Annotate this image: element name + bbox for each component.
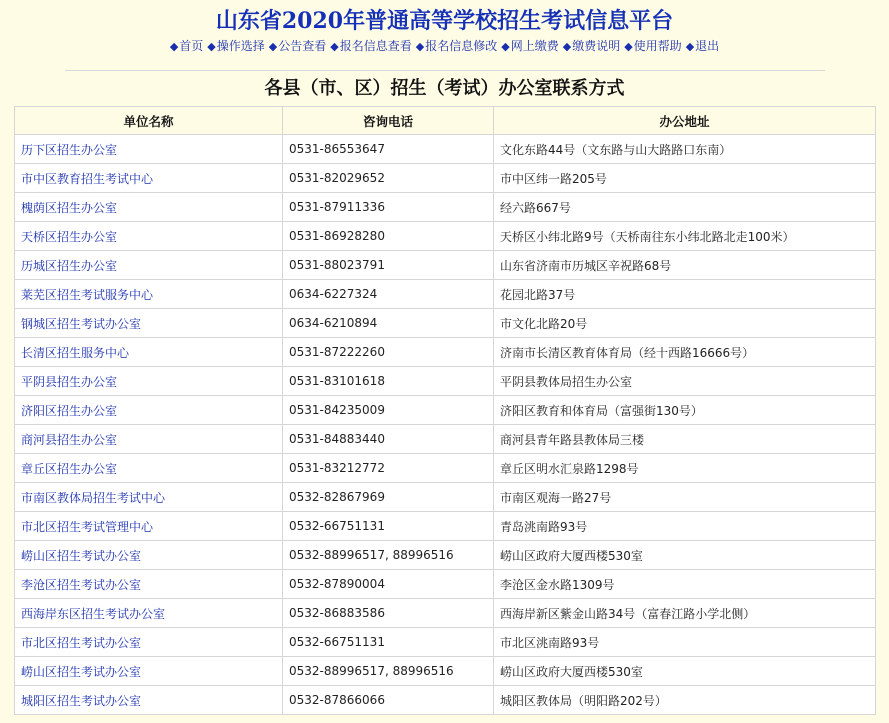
address-cell: 市文化北路20号 <box>494 309 876 338</box>
phone-cell: 0531-86928280 <box>283 222 494 251</box>
table-row <box>15 164 876 193</box>
address-cell: 平阴县教体局招生办公室 <box>494 367 876 396</box>
table-row <box>15 541 876 570</box>
address-cell: 市中区纬一路205号 <box>494 164 876 193</box>
unit-name-cell: 李沧区招生考试办公室 <box>15 570 283 599</box>
address-cell: 李沧区金水路1309号 <box>494 570 876 599</box>
diamond-bullet-icon: ◆ <box>330 40 339 53</box>
phone-cell: 0532-66751131 <box>283 628 494 657</box>
unit-name-cell: 崂山区招生考试办公室 <box>15 657 283 686</box>
address-cell: 市北区洮南路93号 <box>494 628 876 657</box>
diamond-bullet-icon: ◆ <box>169 40 179 53</box>
table-row <box>15 483 876 512</box>
unit-name-cell: 市北区招生考试管理中心 <box>15 512 283 541</box>
column-header-unit: 单位名称 <box>15 107 283 135</box>
nav-link-online-payment[interactable] <box>501 39 558 53</box>
unit-name-cell: 历下区招生办公室 <box>15 135 283 164</box>
table-row <box>15 599 876 628</box>
unit-name-cell: 莱芜区招生考试服务中心 <box>15 280 283 309</box>
nav-link-operation-select[interactable] <box>207 39 264 53</box>
table-row <box>15 280 876 309</box>
address-cell: 经六路667号 <box>494 193 876 222</box>
table-row <box>15 193 876 222</box>
address-cell: 青岛洮南路93号 <box>494 512 876 541</box>
unit-name-cell: 西海岸东区招生考试办公室 <box>15 599 283 628</box>
table-header-row <box>15 107 876 135</box>
nav-link-label: 公告查看 <box>278 39 327 53</box>
nav-link-label: 操作选择 <box>216 39 265 53</box>
diamond-bullet-icon: ◆ <box>685 40 695 53</box>
nav-link-registration-info-view[interactable] <box>330 39 411 53</box>
address-cell: 崂山区政府大厦西楼530室 <box>494 657 876 686</box>
nav-link-label: 缴费说明 <box>572 39 621 53</box>
phone-cell: 0532-82867969 <box>283 483 494 512</box>
address-cell: 天桥区小纬北路9号（天桥南往东小纬北路北走100米） <box>494 222 876 251</box>
unit-name-cell: 钢城区招生考试办公室 <box>15 309 283 338</box>
table-row <box>15 309 876 338</box>
nav-link-payment-instructions[interactable] <box>563 39 620 53</box>
phone-cell: 0532-87866066 <box>283 686 494 715</box>
nav-link-label: 报名信息修改 <box>425 39 498 53</box>
unit-name-cell: 城阳区招生考试办公室 <box>15 686 283 715</box>
table-row <box>15 628 876 657</box>
unit-name-cell: 市南区教体局招生考试中心 <box>15 483 283 512</box>
phone-cell: 0532-88996517, 88996516 <box>283 657 494 686</box>
diamond-bullet-icon: ◆ <box>207 40 216 53</box>
nav-link-usage-help[interactable] <box>624 39 681 53</box>
unit-name-cell: 崂山区招生考试办公室 <box>15 541 283 570</box>
unit-name-cell: 天桥区招生办公室 <box>15 222 283 251</box>
table-row <box>15 454 876 483</box>
phone-cell: 0634-6210894 <box>283 309 494 338</box>
address-cell: 文化东路44号（文东路与山大路路口东南） <box>494 135 876 164</box>
unit-name-cell: 槐荫区招生办公室 <box>15 193 283 222</box>
unit-name-cell: 市中区教育招生考试中心 <box>15 164 283 193</box>
nav-link-announcement-view[interactable] <box>269 39 326 53</box>
nav-link-registration-info-edit[interactable] <box>416 39 497 53</box>
diamond-bullet-icon: ◆ <box>562 40 572 53</box>
table-row <box>15 396 876 425</box>
phone-cell: 0532-87890004 <box>283 570 494 599</box>
unit-name-cell: 长清区招生服务中心 <box>15 338 283 367</box>
diamond-bullet-icon: ◆ <box>268 40 278 53</box>
nav-link-label: 使用帮助 <box>633 39 682 53</box>
phone-cell: 0531-84883440 <box>283 425 494 454</box>
phone-cell: 0532-86883586 <box>283 599 494 628</box>
unit-name-cell: 商河县招生办公室 <box>15 425 283 454</box>
table-row <box>15 657 876 686</box>
unit-name-cell: 历城区招生办公室 <box>15 251 283 280</box>
phone-cell: 0531-86553647 <box>283 135 494 164</box>
table-row <box>15 338 876 367</box>
diamond-bullet-icon: ◆ <box>624 40 633 53</box>
contacts-table <box>14 106 876 715</box>
address-cell: 商河县青年路县教体局三楼 <box>494 425 876 454</box>
site-title: 山东省2020年普通高等学校招生考试信息平台 <box>215 8 674 34</box>
table-row <box>15 570 876 599</box>
diamond-bullet-icon: ◆ <box>415 40 425 53</box>
phone-cell: 0531-88023791 <box>283 251 494 280</box>
table-row <box>15 251 876 280</box>
divider <box>65 70 825 71</box>
address-cell: 西海岸新区紫金山路34号（富春江路小学北侧） <box>494 599 876 628</box>
address-cell: 花园北路37号 <box>494 280 876 309</box>
phone-cell: 0531-82029652 <box>283 164 494 193</box>
unit-name-cell: 济阳区招生办公室 <box>15 396 283 425</box>
column-header-address: 办公地址 <box>494 107 876 135</box>
nav-link-home[interactable] <box>170 39 203 53</box>
nav-link-label: 网上缴费 <box>510 39 559 53</box>
nav-link-label: 首页 <box>179 39 204 53</box>
address-cell: 山东省济南市历城区辛祝路68号 <box>494 251 876 280</box>
phone-cell: 0531-83101618 <box>283 367 494 396</box>
phone-cell: 0532-66751131 <box>283 512 494 541</box>
phone-cell: 0531-84235009 <box>283 396 494 425</box>
unit-name-cell: 章丘区招生办公室 <box>15 454 283 483</box>
address-cell: 市南区观海一路27号 <box>494 483 876 512</box>
address-cell: 济南市长清区教育体育局（经十西路16666号） <box>494 338 876 367</box>
phone-cell: 0634-6227324 <box>283 280 494 309</box>
nav-link-logout[interactable] <box>686 39 719 53</box>
table-row <box>15 222 876 251</box>
table-row <box>15 367 876 396</box>
top-nav <box>0 38 889 58</box>
phone-cell: 0532-88996517, 88996516 <box>283 541 494 570</box>
unit-name-cell: 平阴县招生办公室 <box>15 367 283 396</box>
table-row <box>15 425 876 454</box>
diamond-bullet-icon: ◆ <box>501 40 510 53</box>
nav-link-label: 报名信息查看 <box>339 39 412 53</box>
phone-cell: 0531-83212772 <box>283 454 494 483</box>
address-cell: 崂山区政府大厦西楼530室 <box>494 541 876 570</box>
table-row <box>15 135 876 164</box>
phone-cell: 0531-87911336 <box>283 193 494 222</box>
address-cell: 章丘区明水汇泉路1298号 <box>494 454 876 483</box>
section-title: 各县（市、区）招生（考试）办公室联系方式 <box>264 78 625 99</box>
table-body <box>15 135 876 715</box>
address-cell: 城阳区教体局（明阳路202号） <box>494 686 876 715</box>
nav-link-label: 退出 <box>695 39 720 53</box>
table-row <box>15 686 876 715</box>
unit-name-cell: 市北区招生考试办公室 <box>15 628 283 657</box>
column-header-phone: 咨询电话 <box>283 107 494 135</box>
address-cell: 济阳区教育和体育局（富强街130号） <box>494 396 876 425</box>
phone-cell: 0531-87222260 <box>283 338 494 367</box>
table-row <box>15 512 876 541</box>
